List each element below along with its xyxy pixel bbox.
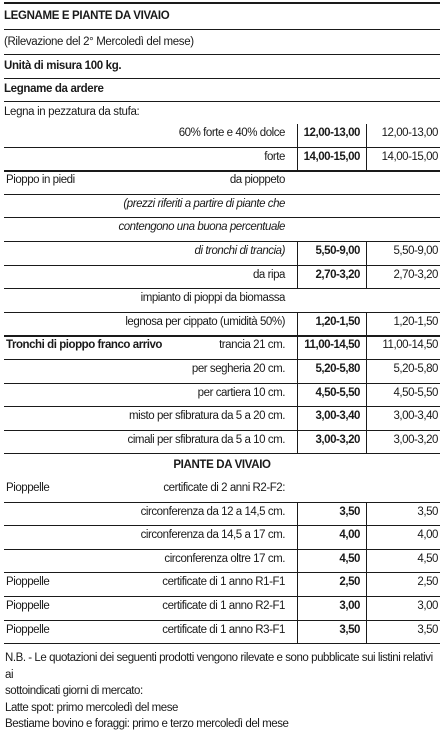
column-separator <box>366 573 367 596</box>
table-row <box>4 241 440 263</box>
unit-of-measure: Unità di misura 100 kg. <box>4 60 122 72</box>
column-separator <box>297 573 298 596</box>
column-separator <box>297 407 298 430</box>
table-row <box>4 123 440 145</box>
row-description: per segheria 20 cm. <box>191 363 285 375</box>
table-row <box>4 265 440 287</box>
price-previous: 2,70-3,20 <box>393 268 438 281</box>
column-separator <box>297 621 298 644</box>
price-previous: 4,50 <box>417 552 438 565</box>
column-separator <box>297 313 298 336</box>
price-previous: 5,50-9,00 <box>393 245 438 257</box>
price-previous: 1,20-1,50 <box>393 315 438 328</box>
price-previous: 14,00-15,00 <box>381 150 438 163</box>
row-description: circonferenza oltre 17 cm. <box>164 552 285 565</box>
price-current: 1,20-1,50 <box>315 315 360 328</box>
column-separator <box>366 621 367 644</box>
price-current: 3,00-3,40 <box>315 410 360 423</box>
table-row <box>4 406 440 428</box>
rule <box>4 453 440 454</box>
price-previous: 12,00-13,00 <box>381 127 438 139</box>
row-description: di tronchi di trancia) <box>194 245 285 257</box>
table-title: LEGNAME E PIANTE DA VIVAIO <box>4 10 170 22</box>
top-rule <box>4 2 440 4</box>
table-row <box>4 525 440 547</box>
row-description: misto per sfibratura da 5 a 20 cm. <box>129 410 285 423</box>
column-separator <box>297 384 298 407</box>
row-description: forte <box>264 150 285 163</box>
column-separator <box>366 431 367 454</box>
column-separator <box>297 597 298 620</box>
table-row <box>4 312 440 334</box>
price-current: 3,00 <box>339 600 360 612</box>
column-separator <box>366 336 367 359</box>
table-row <box>4 170 440 192</box>
price-current: 3,50 <box>339 623 360 636</box>
row-description: 60% forte e 40% dolce <box>178 127 285 139</box>
column-separator <box>297 124 298 147</box>
section-firewood: Legname da ardere <box>4 83 104 95</box>
row-description: da ripa <box>252 268 285 281</box>
price-previous: 3,00 <box>417 600 438 612</box>
column-separator <box>297 148 298 171</box>
row-description: per cartiera 10 cm. <box>197 386 285 399</box>
price-current: 14,00-15,00 <box>303 150 360 163</box>
row-description: certificate di 2 anni R2-F2: <box>163 482 285 494</box>
column-separator <box>366 597 367 620</box>
column-separator <box>366 242 367 265</box>
row-description: certificate di 1 anno R1-F1 <box>162 576 285 589</box>
note-line: N.B. - Le quotazioni dei seguenti prodotti vengono rilevate e sono pubblicate sui listini relativi ai <box>5 652 433 681</box>
column-separator <box>297 526 298 549</box>
price-current: 2,70-3,20 <box>315 268 360 281</box>
rule <box>4 54 440 55</box>
price-previous: 11,00-14,50 <box>382 339 438 352</box>
column-separator <box>366 148 367 171</box>
row-description: contengono una buona percentuale <box>118 221 285 234</box>
row-description: cimali per sfibratura da 5 a 10 cm. <box>127 433 285 446</box>
column-separator <box>366 550 367 573</box>
table-row <box>4 502 440 524</box>
price-previous: 3,00-3,20 <box>393 433 438 446</box>
price-current: 12,00-13,00 <box>303 127 360 139</box>
price-current: 3,00-3,20 <box>315 433 360 446</box>
rule <box>4 78 440 79</box>
price-previous: 2,50 <box>417 576 438 589</box>
row-label: Pioppelle <box>6 576 50 589</box>
column-separator <box>366 526 367 549</box>
rule <box>4 29 440 30</box>
table-row <box>4 288 440 310</box>
column-separator <box>366 503 367 526</box>
note-line: Bestiame bovino e foraggi: primo e terzo mercoledì del mese <box>5 718 289 730</box>
price-current: 4,50 <box>339 552 360 565</box>
price-current: 2,50 <box>339 576 360 589</box>
table-row <box>4 620 440 642</box>
row-description: circonferenza da 14,5 a 17 cm. <box>140 529 285 542</box>
column-separator <box>366 384 367 407</box>
row-label: Pioppelle <box>6 600 50 612</box>
price-previous: 3,50 <box>417 623 438 636</box>
section-nursery: PIANTE DA VIVAIO <box>173 459 271 471</box>
row-description: legnosa per cippato (umidità 50%) <box>125 315 285 328</box>
note-line: sottoindicati giorni di mercato: <box>5 685 143 697</box>
rule <box>4 643 440 644</box>
price-current: 4,50-5,50 <box>315 386 360 399</box>
row-description: certificate di 1 anno R3-F1 <box>162 623 285 636</box>
column-separator <box>297 336 298 359</box>
table-row <box>4 383 440 405</box>
row-label: Pioppelle <box>6 482 50 494</box>
row-label: Pioppelle <box>6 623 50 636</box>
price-previous: 4,50-5,50 <box>393 386 438 399</box>
row-description: impianto di pioppi da biomassa <box>140 292 285 305</box>
column-separator <box>297 242 298 265</box>
table-row <box>4 596 440 618</box>
row-label: Pioppo in piedi <box>6 174 75 187</box>
table-row <box>4 335 440 357</box>
rule <box>4 101 440 102</box>
column-separator <box>366 407 367 430</box>
row-label: Tronchi di pioppo franco arrivo <box>6 339 163 352</box>
price-current: 4,00 <box>339 529 360 542</box>
price-previous: 5,20-5,80 <box>393 363 438 375</box>
column-separator <box>297 503 298 526</box>
column-separator <box>297 550 298 573</box>
table-row <box>4 549 440 571</box>
survey-note: (Rilevazione del 2° Mercoledì del mese) <box>4 36 194 48</box>
table-row <box>4 217 440 239</box>
column-separator <box>366 266 367 289</box>
price-current: 3,50 <box>339 505 360 518</box>
price-previous: 3,00-3,40 <box>393 410 438 423</box>
table-row <box>4 194 440 216</box>
row-description: circonferenza da 12 a 14,5 cm. <box>140 505 285 518</box>
table-row <box>4 572 440 594</box>
price-current: 5,50-9,00 <box>315 245 360 257</box>
price-current: 5,20-5,80 <box>315 363 360 375</box>
price-previous: 3,50 <box>417 505 438 518</box>
price-previous: 4,00 <box>417 529 438 542</box>
table-row <box>4 147 440 169</box>
column-separator <box>297 266 298 289</box>
table-row <box>4 478 440 500</box>
column-separator <box>366 360 367 383</box>
price-current: 11,00-14,50 <box>304 339 360 352</box>
row-description: (prezzi riferiti a partire di piante che <box>123 197 285 210</box>
column-separator <box>366 313 367 336</box>
table-row <box>4 359 440 381</box>
column-separator <box>297 360 298 383</box>
note-line: Latte spot: primo mercoledì del mese <box>5 701 178 714</box>
row-description: trancia 21 cm. <box>219 339 285 352</box>
column-separator <box>297 431 298 454</box>
column-separator <box>366 124 367 147</box>
firewood-intro: Legna in pezzatura da stufa: <box>4 106 140 118</box>
table-row <box>4 430 440 452</box>
row-description: certificate di 1 anno R2-F1 <box>162 600 285 612</box>
row-description: da pioppeto <box>229 174 285 187</box>
footnotes <box>5 650 437 733</box>
